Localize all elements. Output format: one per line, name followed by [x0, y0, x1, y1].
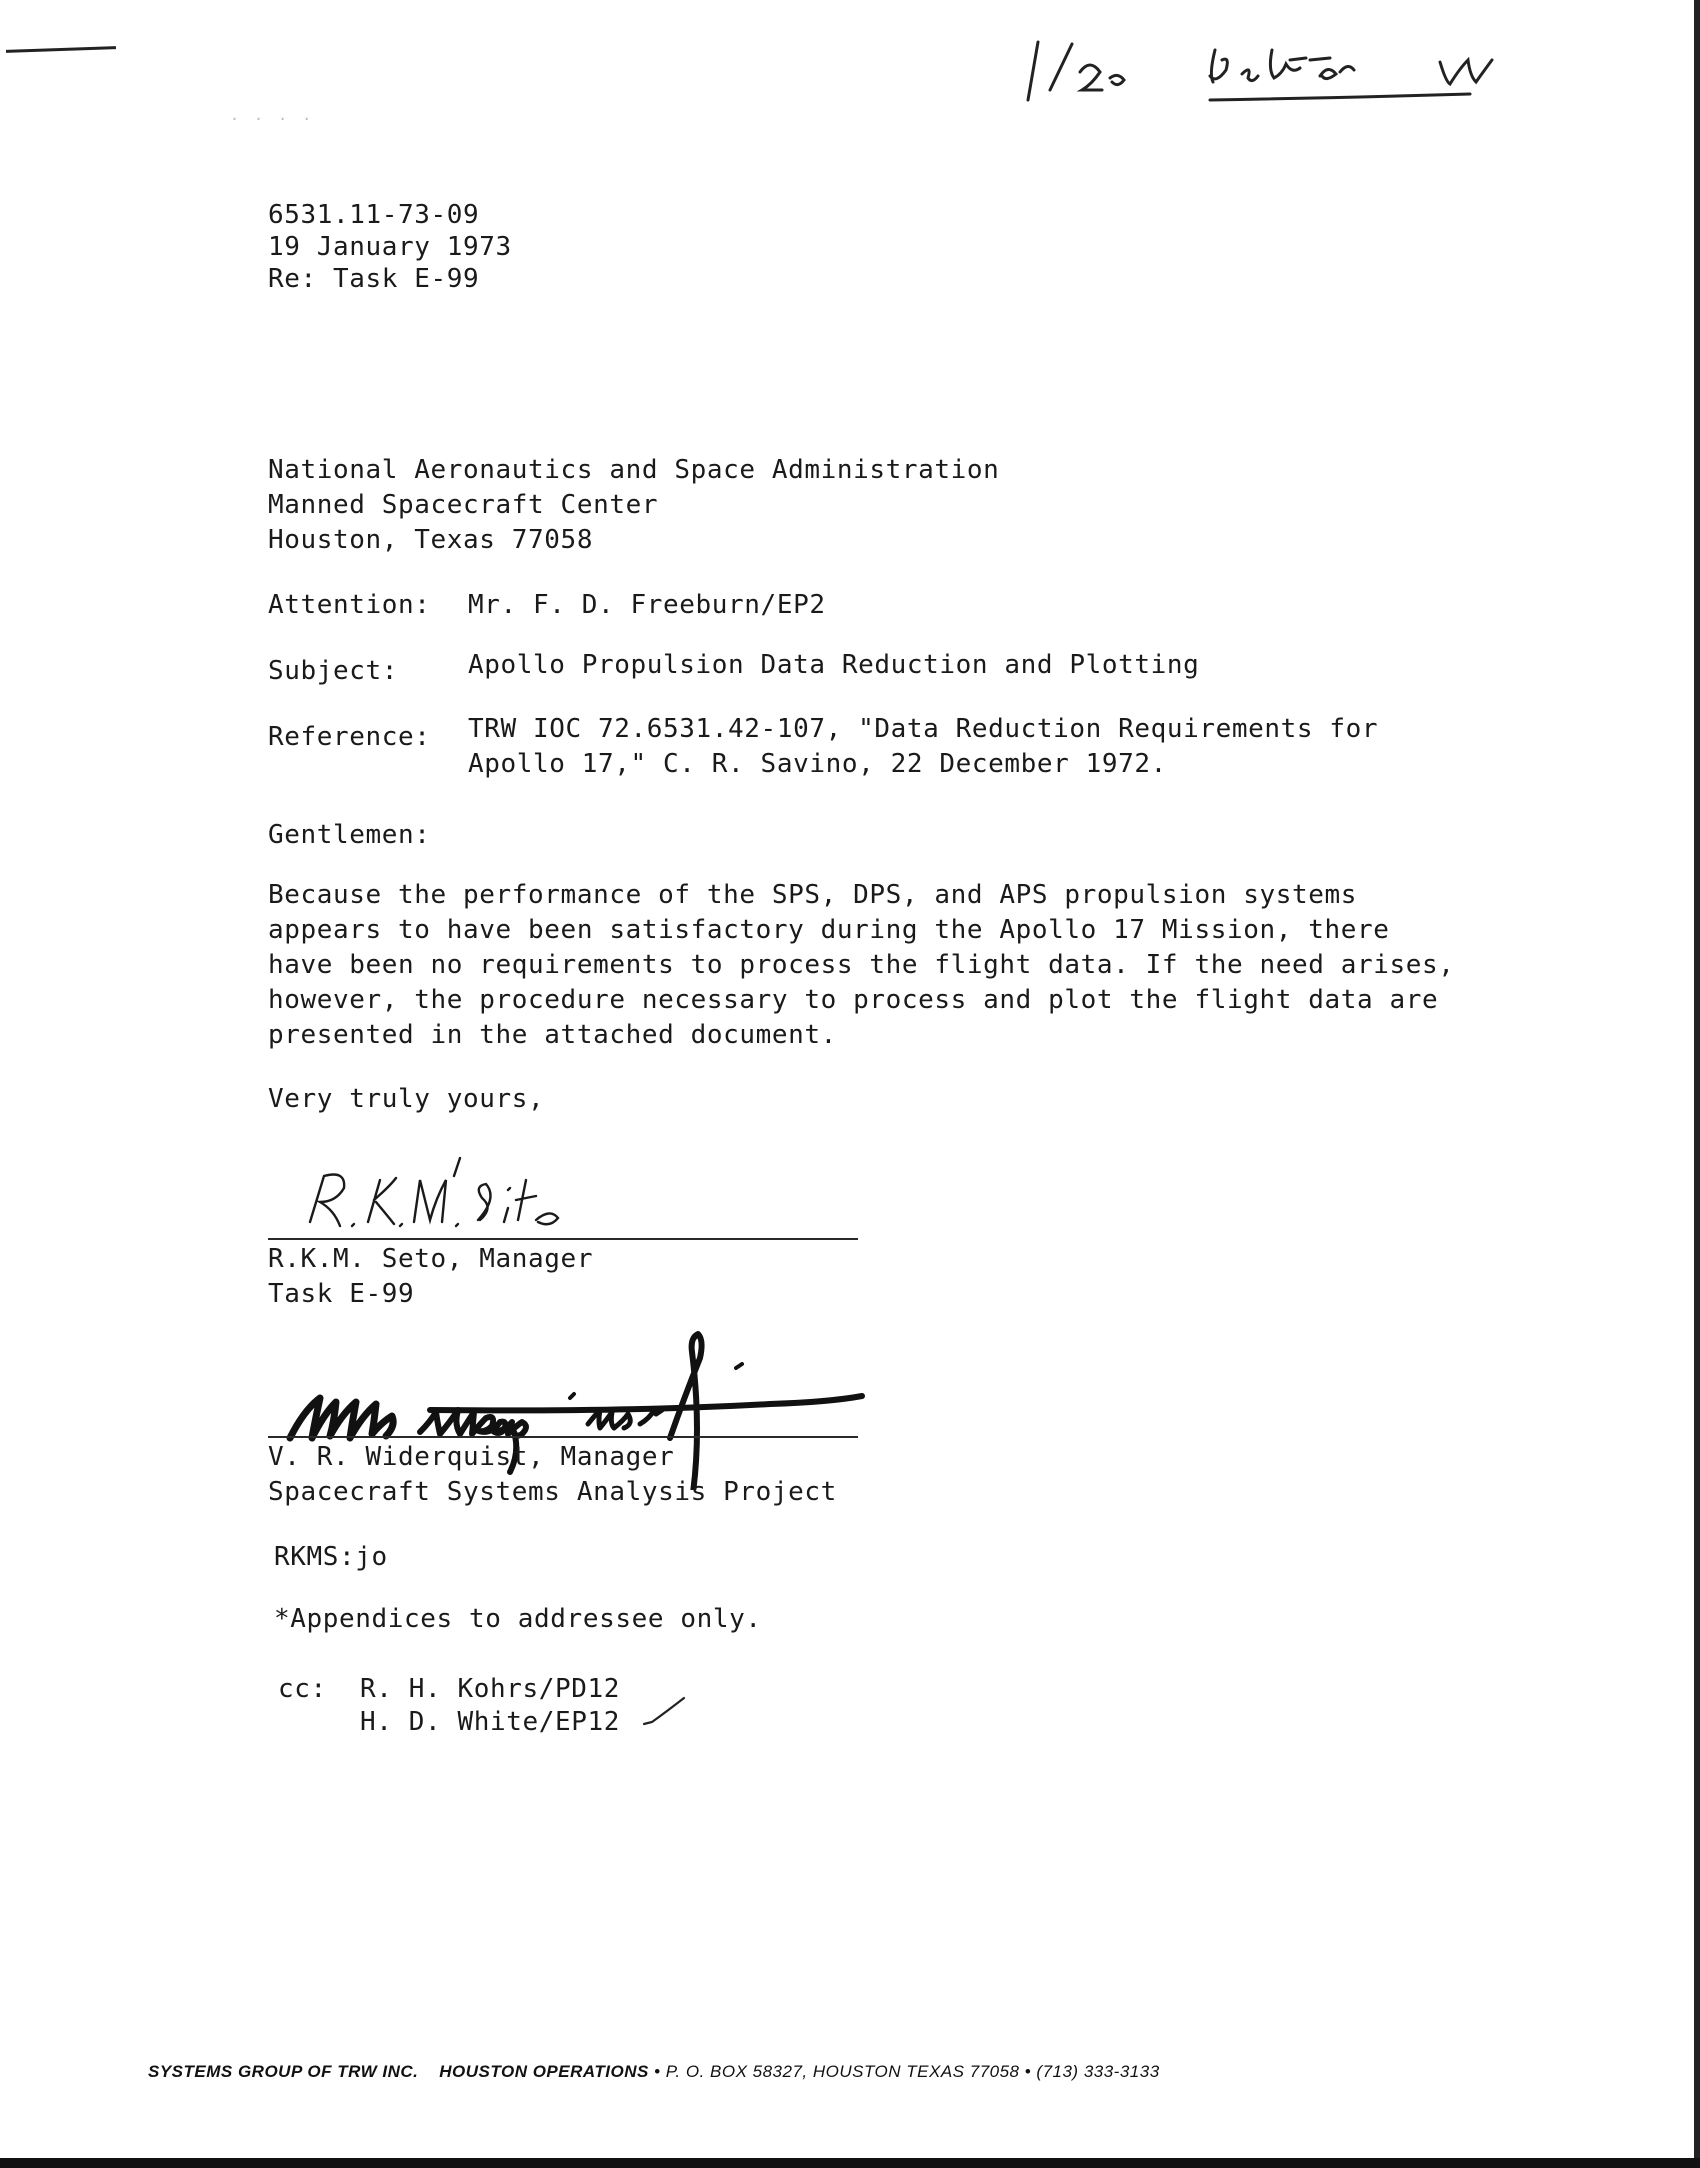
footer-address: • P. O. BOX 58327, HOUSTON TEXAS 77058 • (713) 333-3133 — [654, 2062, 1160, 2081]
faint-stamp: · ⋅ · ⋅ — [230, 110, 315, 128]
cc-line-1: R. H. Kohrs/PD12 — [360, 1674, 621, 1704]
signer-2-title: Spacecraft Systems Analysis Project — [268, 1477, 837, 1507]
scan-edge-bottom — [0, 2158, 1700, 2168]
signature-line-1 — [268, 1238, 858, 1240]
salutation: Gentlemen: — [268, 820, 431, 850]
subject-label: Subject: — [268, 656, 399, 686]
appendices-note: *Appendices to addressee only. — [274, 1604, 762, 1634]
letterhead-footer — [148, 2062, 1160, 2082]
reference-number: 6531.11-73-09 — [268, 200, 480, 230]
signature-line-2 — [268, 1436, 858, 1438]
reference-line-2: Apollo 17," C. R. Savino, 22 December 1972. — [468, 749, 1167, 779]
attention-label: Attention: — [268, 590, 431, 620]
body-paragraph: Because the performance of the SPS, DPS, and APS propulsion systems appears to have been satisfactory during the Apollo 17 Mission, there have been no requirements to process the flight data. If the need arises, however, the procedure necessary to process and plot the flight data are presented in the attached document. — [268, 880, 1455, 1050]
footer-company: SYSTEMS GROUP OF TRW INC. — [148, 2062, 419, 2081]
re-line: Re: Task E-99 — [268, 264, 480, 294]
signature-seto — [290, 1150, 590, 1240]
check-mark — [640, 1694, 690, 1730]
reference-label: Reference: — [268, 722, 431, 752]
letter-date: 19 January 1973 — [268, 232, 512, 262]
typist-initials: RKMS:jo — [274, 1542, 388, 1572]
address-line-1: National Aeronautics and Space Administration — [268, 455, 1000, 485]
cc-label: cc: — [278, 1674, 327, 1704]
subject-value: Apollo Propulsion Data Reduction and Plotting — [468, 650, 1200, 680]
footer-division: HOUSTON OPERATIONS — [439, 2062, 649, 2081]
scan-mark — [6, 46, 116, 53]
attention-value: Mr. F. D. Freeburn/EP2 — [468, 590, 826, 620]
address-line-2: Manned Spacecraft Center — [268, 490, 659, 520]
address-line-3: Houston, Texas 77058 — [268, 525, 594, 555]
handwritten-note — [1010, 20, 1570, 110]
cc-line-2: H. D. White/EP12 — [360, 1707, 621, 1737]
signer-2-name: V. R. Widerquist, Manager — [268, 1442, 675, 1472]
reference-line-1: TRW IOC 72.6531.42-107, "Data Reduction Requirements for — [468, 714, 1379, 744]
closing: Very truly yours, — [268, 1084, 545, 1114]
signer-1-title: Task E-99 — [268, 1279, 415, 1309]
scan-edge-right — [1694, 0, 1700, 2168]
signer-1-name: R.K.M. Seto, Manager — [268, 1244, 594, 1274]
